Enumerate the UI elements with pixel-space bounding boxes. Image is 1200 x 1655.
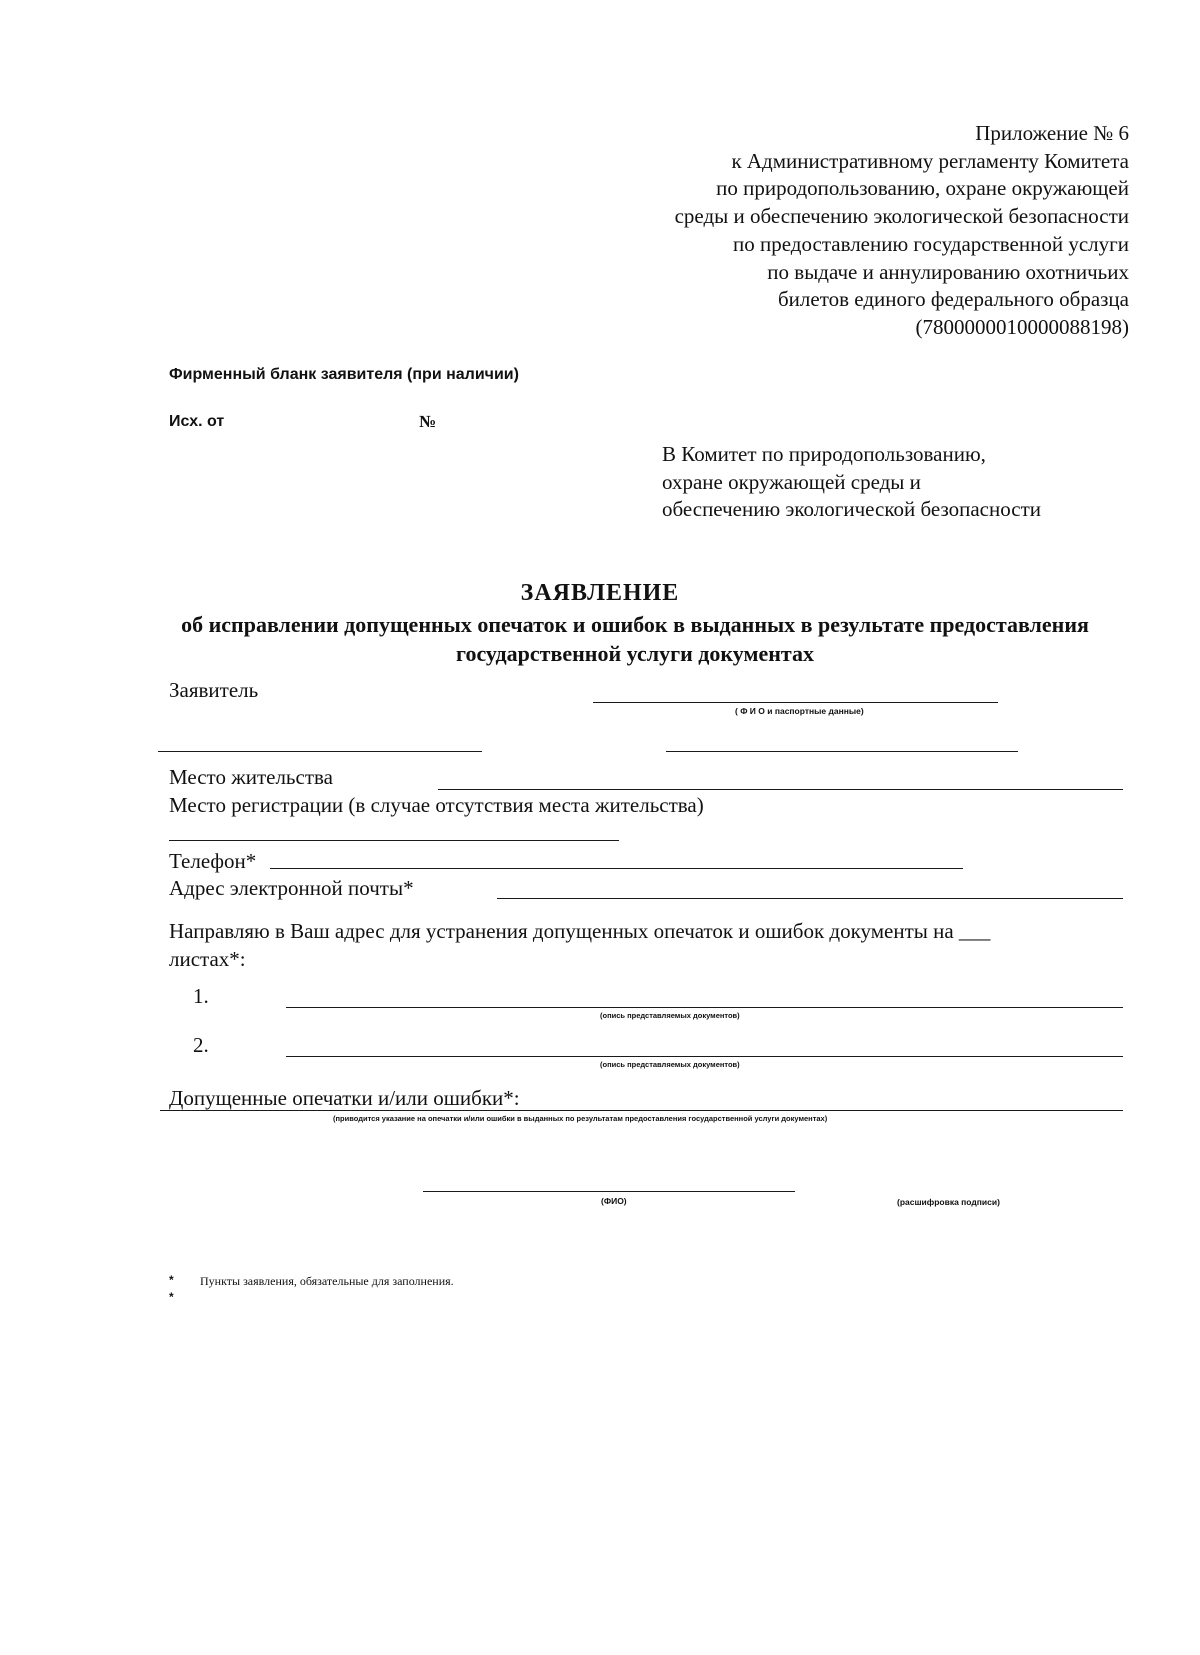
appendix-line: Приложение № 6 bbox=[975, 121, 1129, 145]
errors-field[interactable] bbox=[160, 1110, 1123, 1111]
errors-hint: (приводится указание на опечатки и/или ошибки в выданных по результатам предоставления государственной услуги документах) bbox=[333, 1114, 828, 1123]
document-item-hint: (опись представляемых документов) bbox=[600, 1011, 740, 1020]
documents-sent-text-cont: листах*: bbox=[169, 947, 246, 971]
letterhead-note: Фирменный бланк заявителя (при наличии) bbox=[169, 366, 519, 383]
appendix-line: по предоставлению государственной услуги bbox=[733, 231, 1129, 256]
email-field[interactable] bbox=[497, 898, 1123, 899]
document-item-field[interactable] bbox=[286, 1007, 1123, 1008]
phone-label: Телефон* bbox=[169, 849, 257, 873]
applicant-extra-field-left[interactable] bbox=[158, 751, 482, 752]
document-item-number: 2. bbox=[193, 1033, 209, 1057]
addressee-line: охране окружающей среды и bbox=[662, 469, 921, 494]
registration-field[interactable] bbox=[169, 840, 619, 841]
phone-field[interactable] bbox=[270, 868, 963, 869]
registration-label: Место регистрации (в случае отсутствия места жительства) bbox=[169, 793, 704, 817]
signature-field[interactable] bbox=[423, 1191, 795, 1192]
documents-sent-text: Направляю в Ваш адрес для устранения допущенных опечаток и ошибок документы на ___ bbox=[169, 919, 991, 943]
document-item-field[interactable] bbox=[286, 1056, 1123, 1057]
footnote-text: Пункты заявления, обязательные для заполнения. bbox=[200, 1274, 454, 1288]
outgoing-date-label: Исх. от bbox=[169, 413, 225, 430]
appendix-line: среды и обеспечению экологической безопасности bbox=[674, 204, 1129, 229]
appendix-line: по выдаче и аннулированию охотничьих bbox=[767, 259, 1129, 284]
document-item-number: 1. bbox=[193, 984, 209, 1008]
applicant-field[interactable] bbox=[593, 702, 998, 703]
footnote-mark: * bbox=[169, 1273, 174, 1287]
email-label: Адрес электронной почты* bbox=[169, 876, 414, 900]
appendix-line: билетов единого федерального образца bbox=[778, 287, 1129, 312]
appendix-line: (7800000010000088198) bbox=[915, 314, 1129, 339]
document-title: ЗАЯВЛЕНИЕ bbox=[520, 580, 680, 606]
fio-hint: (ФИО) bbox=[601, 1196, 627, 1206]
appendix-line: по природопользованию, охране окружающей bbox=[716, 176, 1129, 201]
signature-hint: (расшифровка подписи) bbox=[897, 1197, 1000, 1207]
appendix-header bbox=[675, 120, 1129, 342]
applicant-label: Заявитель bbox=[169, 678, 259, 702]
residence-label: Место жительства bbox=[169, 765, 333, 789]
appendix-line: к Административному регламенту Комитета bbox=[731, 148, 1129, 173]
residence-field[interactable] bbox=[438, 789, 1123, 790]
document-subtitle: об исправлении допущенных опечаток и ошибок в выданных в результате предоставления государственной услуги документах bbox=[181, 612, 1089, 666]
footnote-mark: * bbox=[169, 1290, 174, 1304]
document-item-hint: (опись представляемых документов) bbox=[600, 1060, 740, 1069]
errors-label: Допущенные опечатки и/или ошибки*: bbox=[169, 1086, 520, 1110]
addressee-block bbox=[662, 441, 1041, 524]
applicant-extra-field-right[interactable] bbox=[666, 751, 1018, 752]
addressee-line: обеспечению экологической безопасности bbox=[662, 497, 1041, 521]
outgoing-number-label: № bbox=[419, 412, 437, 431]
addressee-line: В Комитет по природопользованию, bbox=[662, 442, 986, 466]
applicant-hint: ( Ф И О и паспортные данные) bbox=[735, 706, 864, 716]
